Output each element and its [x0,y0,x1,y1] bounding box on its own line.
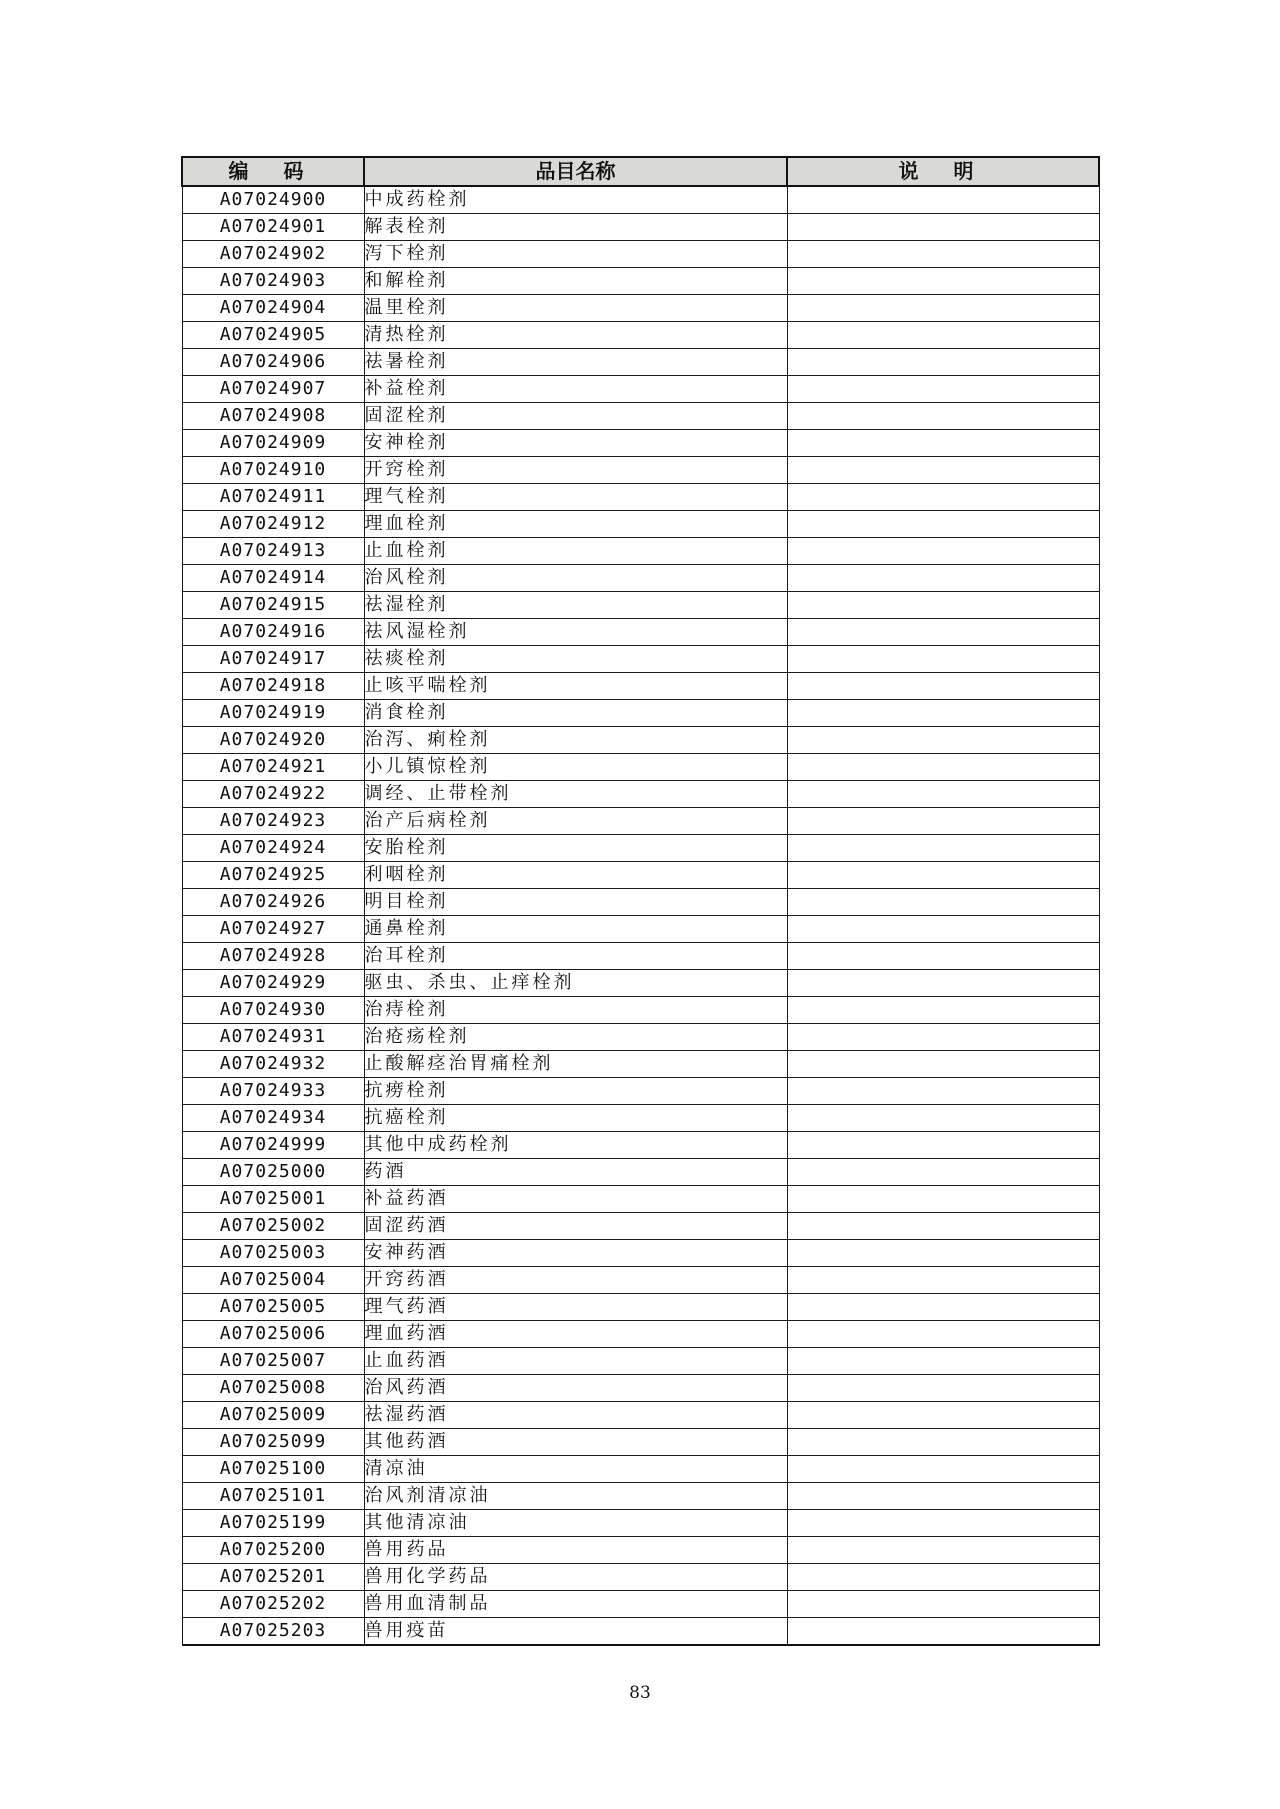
note-cell [787,1375,1099,1402]
table-row [182,1591,1099,1618]
item-name-cell: 治风栓剂 [364,565,787,592]
code-cell: A07024908 [182,403,364,430]
note-cell [787,1429,1099,1456]
note-cell [787,214,1099,241]
code-cell: A07025004 [182,1267,364,1294]
note-cell [787,646,1099,673]
code-cell: A07025007 [182,1348,364,1375]
note-cell [787,1159,1099,1186]
header-row [182,157,1099,186]
code-cell: A07024907 [182,376,364,403]
item-name-cell: 治风药酒 [364,1375,787,1402]
note-cell [787,1267,1099,1294]
code-cell: A07025000 [182,1159,364,1186]
note-cell [787,1213,1099,1240]
table-row [182,322,1099,349]
note-cell [787,1024,1099,1051]
item-name-cell: 消食栓剂 [364,700,787,727]
item-name-cell: 温里栓剂 [364,295,787,322]
note-cell [787,186,1099,214]
item-name-cell: 固涩栓剂 [364,403,787,430]
code-cell: A07024926 [182,889,364,916]
table-row [182,1429,1099,1456]
item-name-cell: 止血药酒 [364,1348,787,1375]
table-row [182,673,1099,700]
item-name-cell: 兽用血清制品 [364,1591,787,1618]
item-name-cell: 抗癌栓剂 [364,1105,787,1132]
item-name-cell: 兽用疫苗 [364,1618,787,1646]
note-cell [787,268,1099,295]
item-name-cell: 兽用化学药品 [364,1564,787,1591]
code-cell: A07024932 [182,1051,364,1078]
table-row [182,457,1099,484]
table-row [182,997,1099,1024]
note-cell [787,1105,1099,1132]
item-name-cell: 解表栓剂 [364,214,787,241]
item-name-cell: 补益栓剂 [364,376,787,403]
item-name-cell: 理气药酒 [364,1294,787,1321]
table-row [182,808,1099,835]
table-row [182,295,1099,322]
note-cell [787,1618,1099,1646]
code-cell: A07024906 [182,349,364,376]
item-name-cell: 止酸解痉治胃痛栓剂 [364,1051,787,1078]
table-row [182,1132,1099,1159]
table-row [182,781,1099,808]
code-cell: A07025005 [182,1294,364,1321]
table-row [182,214,1099,241]
note-cell [787,1132,1099,1159]
code-cell: A07025003 [182,1240,364,1267]
header-code: 编 码 [182,157,364,186]
item-name-cell: 固涩药酒 [364,1213,787,1240]
code-cell: A07025008 [182,1375,364,1402]
table-row [182,268,1099,295]
header-name: 品目名称 [364,157,787,186]
note-cell [787,1078,1099,1105]
code-cell: A07024905 [182,322,364,349]
table-row [182,1213,1099,1240]
item-name-cell: 祛风湿栓剂 [364,619,787,646]
note-cell [787,1483,1099,1510]
item-name-cell: 安神药酒 [364,1240,787,1267]
item-name-cell: 明目栓剂 [364,889,787,916]
table-row [182,430,1099,457]
note-cell [787,1591,1099,1618]
table-row [182,1240,1099,1267]
code-cell: A07024933 [182,1078,364,1105]
code-cell: A07024916 [182,619,364,646]
note-cell [787,592,1099,619]
table-row [182,1618,1099,1646]
code-cell: A07024915 [182,592,364,619]
code-cell: A07024931 [182,1024,364,1051]
table-row [182,484,1099,511]
table-row [182,1024,1099,1051]
item-name-cell: 治疮疡栓剂 [364,1024,787,1051]
item-name-cell: 祛湿栓剂 [364,592,787,619]
code-cell: A07024902 [182,241,364,268]
code-cell: A07025006 [182,1321,364,1348]
category-name-cell: 清凉油 [364,1456,787,1483]
note-cell [787,295,1099,322]
item-name-cell: 其他清凉油 [364,1510,787,1537]
note-cell [787,727,1099,754]
table-row [182,1483,1099,1510]
code-cell: A07025201 [182,1564,364,1591]
table-row [182,916,1099,943]
note-cell [787,808,1099,835]
item-name-cell: 开窍药酒 [364,1267,787,1294]
table-row [182,186,1099,214]
note-cell [787,970,1099,997]
note-cell [787,457,1099,484]
item-name-cell: 理血药酒 [364,1321,787,1348]
item-name-cell: 理血栓剂 [364,511,787,538]
code-cell: A07025101 [182,1483,364,1510]
code-cell: A07025203 [182,1618,364,1646]
table-row [182,241,1099,268]
code-cell: A07024921 [182,754,364,781]
note-cell [787,1051,1099,1078]
code-cell: A07024924 [182,835,364,862]
catalog-table [181,156,1100,1646]
table-row [182,1267,1099,1294]
note-cell [787,1402,1099,1429]
table-row [182,538,1099,565]
code-cell: A07024910 [182,457,364,484]
item-name-cell: 治痔栓剂 [364,997,787,1024]
item-name-cell: 清热栓剂 [364,322,787,349]
table-row [182,1564,1099,1591]
note-cell [787,916,1099,943]
note-cell [787,376,1099,403]
note-cell [787,781,1099,808]
table-row [182,889,1099,916]
note-cell [787,673,1099,700]
item-name-cell: 止咳平喘栓剂 [364,673,787,700]
table-row [182,1537,1099,1564]
table-row [182,1186,1099,1213]
code-cell: A07024904 [182,295,364,322]
note-cell [787,1240,1099,1267]
code-cell: A07024925 [182,862,364,889]
note-cell [787,1456,1099,1483]
table-row [182,1348,1099,1375]
header-note: 说 明 [787,157,1099,186]
note-cell [787,430,1099,457]
code-cell: A07024920 [182,727,364,754]
code-cell: A07024909 [182,430,364,457]
note-cell [787,862,1099,889]
code-cell: A07024999 [182,1132,364,1159]
table-row [182,1051,1099,1078]
table-row [182,862,1099,889]
item-name-cell: 驱虫、杀虫、止痒栓剂 [364,970,787,997]
code-cell: A07025001 [182,1186,364,1213]
note-cell [787,403,1099,430]
note-cell [787,997,1099,1024]
table-row [182,700,1099,727]
table-row [182,1078,1099,1105]
item-name-cell: 祛痰栓剂 [364,646,787,673]
note-cell [787,700,1099,727]
item-name-cell: 泻下栓剂 [364,241,787,268]
table-row [182,511,1099,538]
item-name-cell: 止血栓剂 [364,538,787,565]
code-cell: A07024923 [182,808,364,835]
code-cell: A07024903 [182,268,364,295]
table-row [182,565,1099,592]
code-cell: A07024929 [182,970,364,997]
item-name-cell: 补益药酒 [364,1186,787,1213]
code-cell: A07024901 [182,214,364,241]
code-cell: A07025199 [182,1510,364,1537]
item-name-cell: 和解栓剂 [364,268,787,295]
item-name-cell: 其他药酒 [364,1429,787,1456]
note-cell [787,538,1099,565]
item-name-cell: 治产后病栓剂 [364,808,787,835]
item-name-cell: 其他中成药栓剂 [364,1132,787,1159]
table-row [182,943,1099,970]
note-cell [787,565,1099,592]
code-cell: A07024917 [182,646,364,673]
item-name-cell: 通鼻栓剂 [364,916,787,943]
note-cell [787,1321,1099,1348]
table-row [182,619,1099,646]
table-row [182,1321,1099,1348]
item-name-cell: 祛湿药酒 [364,1402,787,1429]
table-row [182,646,1099,673]
code-cell: A07024900 [182,186,364,214]
category-name-cell: 药酒 [364,1159,787,1186]
note-cell [787,889,1099,916]
note-cell [787,511,1099,538]
table-row [182,835,1099,862]
code-cell: A07024922 [182,781,364,808]
note-cell [787,1564,1099,1591]
item-name-cell: 抗痨栓剂 [364,1078,787,1105]
item-name-cell: 理气栓剂 [364,484,787,511]
table-row [182,1402,1099,1429]
table-row [182,1456,1099,1483]
item-name-cell: 开窍栓剂 [364,457,787,484]
code-cell: A07024912 [182,511,364,538]
page-number: 83 [629,1683,651,1703]
note-cell [787,241,1099,268]
table-row [182,1510,1099,1537]
code-cell: A07024913 [182,538,364,565]
table-row [182,1159,1099,1186]
code-cell: A07025009 [182,1402,364,1429]
table-row [182,592,1099,619]
item-name-cell: 治风剂清凉油 [364,1483,787,1510]
code-cell: A07024918 [182,673,364,700]
table-row [182,1105,1099,1132]
item-name-cell: 治耳栓剂 [364,943,787,970]
note-cell [787,1510,1099,1537]
item-name-cell: 祛暑栓剂 [364,349,787,376]
note-cell [787,943,1099,970]
code-cell: A07024934 [182,1105,364,1132]
note-cell [787,1348,1099,1375]
category-name-cell: 中成药栓剂 [364,186,787,214]
table-row [182,727,1099,754]
code-cell: A07025100 [182,1456,364,1483]
item-name-cell: 安胎栓剂 [364,835,787,862]
note-cell [787,1186,1099,1213]
table-row [182,1294,1099,1321]
code-cell: A07024911 [182,484,364,511]
table-body [182,186,1099,1645]
note-cell [787,1537,1099,1564]
table-row [182,349,1099,376]
code-cell: A07024914 [182,565,364,592]
code-cell: A07025202 [182,1591,364,1618]
note-cell [787,349,1099,376]
code-cell: A07024928 [182,943,364,970]
table-row [182,376,1099,403]
code-cell: A07024919 [182,700,364,727]
note-cell [787,484,1099,511]
code-cell: A07025200 [182,1537,364,1564]
note-cell [787,835,1099,862]
item-name-cell: 调经、止带栓剂 [364,781,787,808]
table-row [182,1375,1099,1402]
item-name-cell: 治泻、痢栓剂 [364,727,787,754]
note-cell [787,322,1099,349]
category-name-cell: 兽用药品 [364,1537,787,1564]
table-row [182,754,1099,781]
item-name-cell: 安神栓剂 [364,430,787,457]
item-name-cell: 小儿镇惊栓剂 [364,754,787,781]
code-cell: A07025002 [182,1213,364,1240]
table-row [182,970,1099,997]
note-cell [787,619,1099,646]
table-row [182,403,1099,430]
note-cell [787,754,1099,781]
code-cell: A07025099 [182,1429,364,1456]
item-name-cell: 利咽栓剂 [364,862,787,889]
note-cell [787,1294,1099,1321]
code-cell: A07024930 [182,997,364,1024]
code-cell: A07024927 [182,916,364,943]
